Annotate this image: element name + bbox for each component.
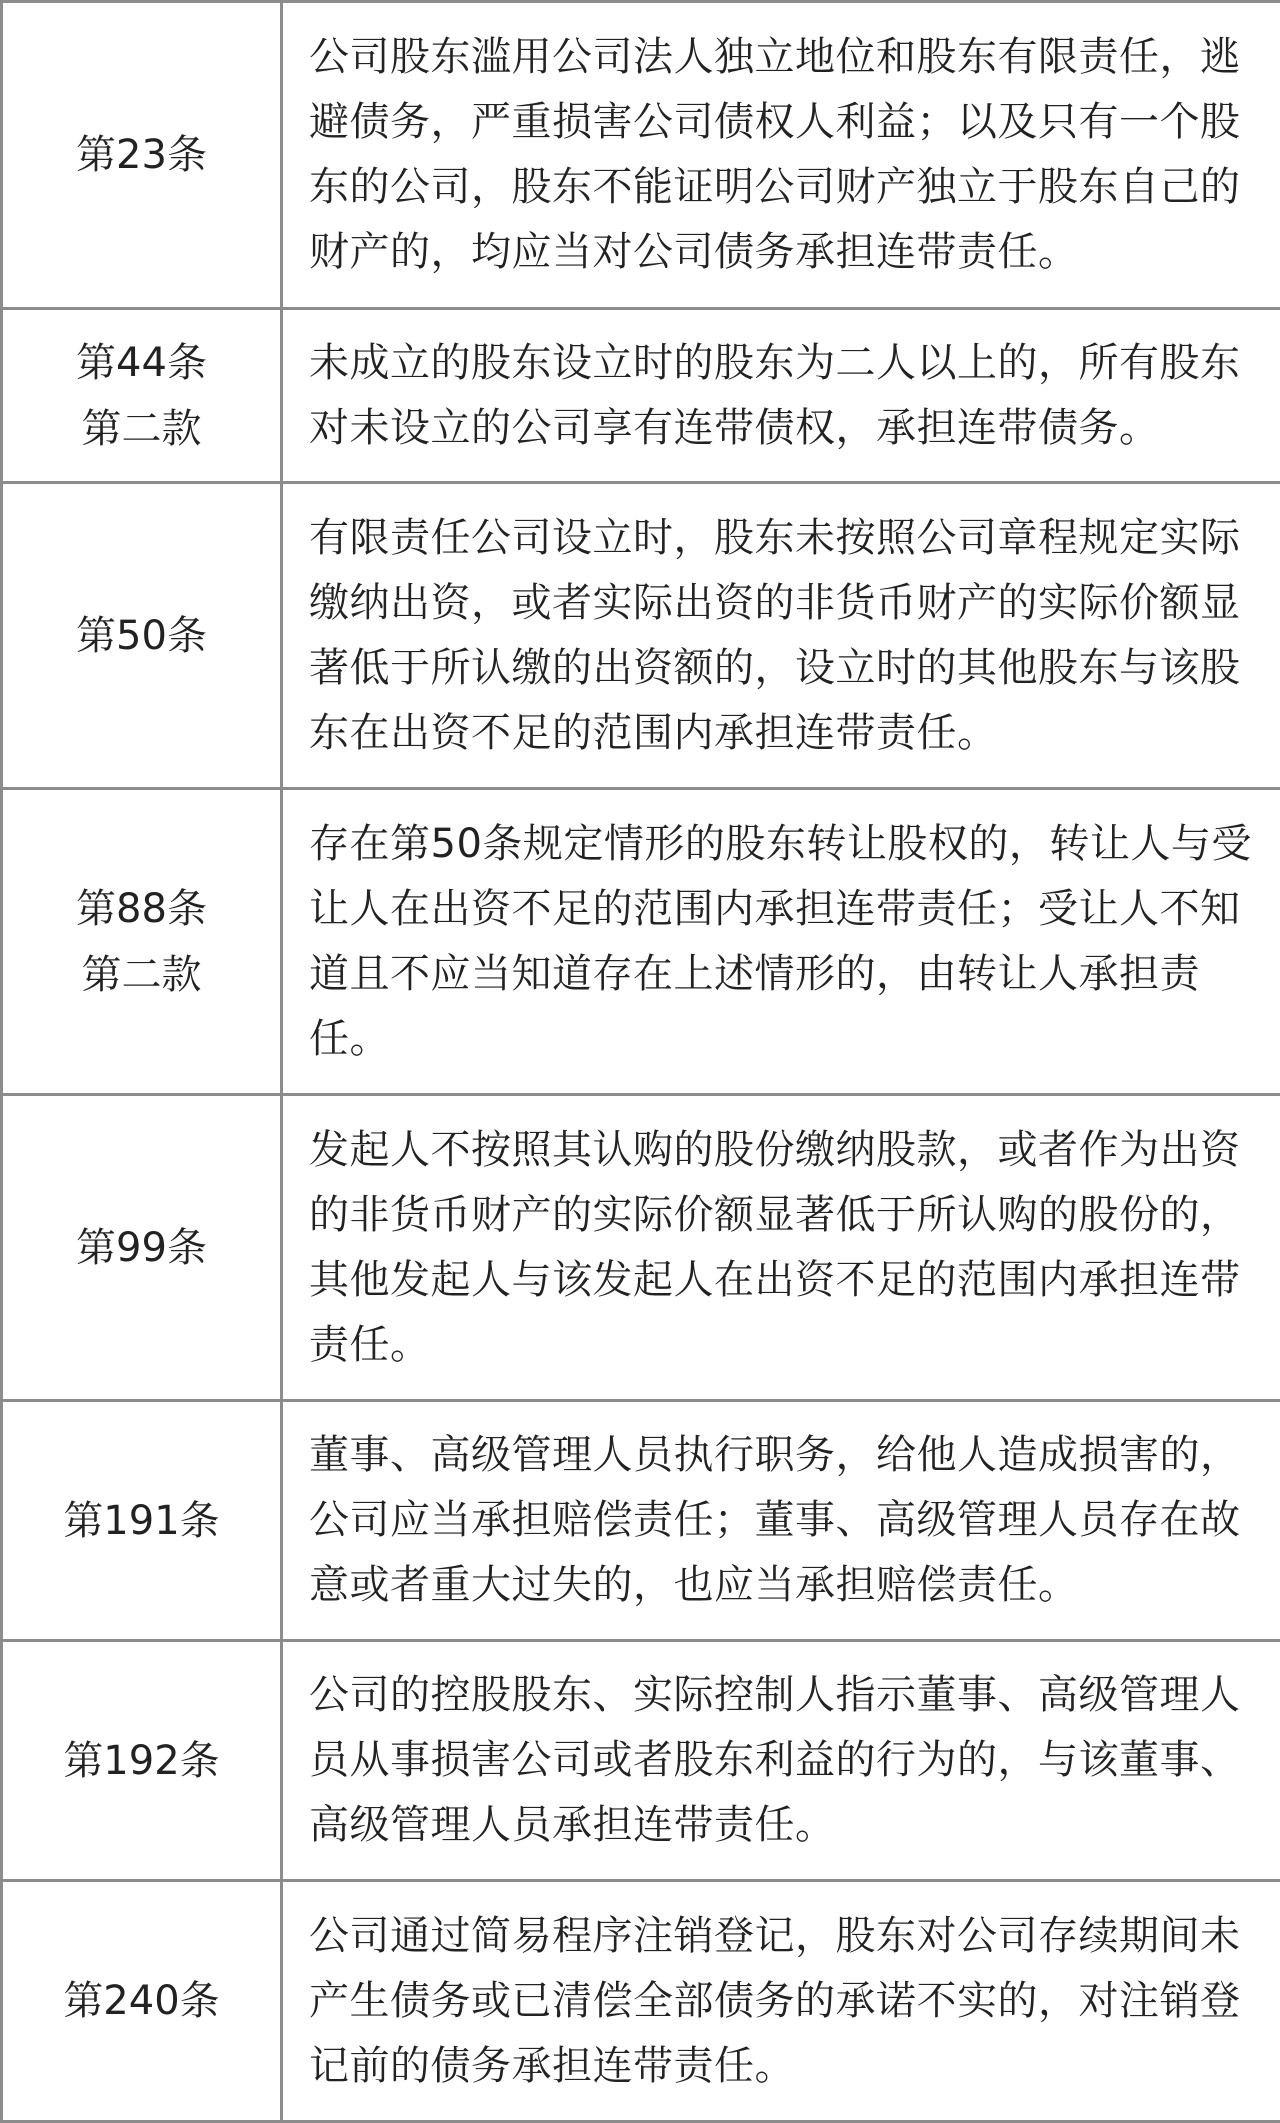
article-number-cell — [2, 1881, 282, 2122]
article-paragraph: 第二款 — [3, 942, 280, 1008]
article-number: 第50条 — [3, 603, 280, 669]
article-number-cell — [2, 483, 282, 789]
table-row — [2, 789, 1280, 1095]
article-number: 第23条 — [3, 122, 280, 188]
article-text: 公司股东滥用公司法人独立地位和股东有限责任，逃避债务，严重损害公司债权人利益；以及只有一个股东的公司，股东不能证明公司财产独立于股东自己的财产的，均应当对公司债务承担连带责任。 — [282, 2, 1280, 309]
table-row — [2, 309, 1280, 483]
article-number: 第99条 — [3, 1215, 280, 1281]
article-paragraph: 第二款 — [3, 396, 280, 462]
article-text: 公司的控股股东、实际控制人指示董事、高级管理人员从事损害公司或者股东利益的行为的，与该董事、高级管理人员承担连带责任。 — [282, 1641, 1280, 1881]
article-number: 第192条 — [3, 1728, 280, 1794]
table-row — [2, 1095, 1280, 1401]
article-number-cell — [2, 1641, 282, 1881]
table-row — [2, 1881, 1280, 2122]
table-row — [2, 2, 1280, 309]
article-number-cell — [2, 1095, 282, 1401]
article-number: 第240条 — [3, 1968, 280, 2034]
article-text: 未成立的股东设立时的股东为二人以上的，所有股东对未设立的公司享有连带债权，承担连带债务。 — [282, 309, 1280, 483]
article-number: 第88条 — [3, 876, 280, 942]
article-number-cell — [2, 309, 282, 483]
article-number-cell — [2, 789, 282, 1095]
table-row — [2, 483, 1280, 789]
article-text: 存在第50条规定情形的股东转让股权的，转让人与受让人在出资不足的范围内承担连带责任；受让人不知道且不应当知道存在上述情形的，由转让人承担责任。 — [282, 789, 1280, 1095]
article-number: 第191条 — [3, 1488, 280, 1554]
article-number-cell — [2, 2, 282, 309]
table-row — [2, 1641, 1280, 1881]
article-number: 第44条 — [3, 330, 280, 396]
article-text: 公司通过简易程序注销登记，股东对公司存续期间未产生债务或已清偿全部债务的承诺不实的，对注销登记前的债务承担连带责任。 — [282, 1881, 1280, 2122]
article-text: 有限责任公司设立时，股东未按照公司章程规定实际缴纳出资，或者实际出资的非货币财产的实际价额显著低于所认缴的出资额的，设立时的其他股东与该股东在出资不足的范围内承担连带责任。 — [282, 483, 1280, 789]
article-number-cell — [2, 1401, 282, 1641]
table-row — [2, 1401, 1280, 1641]
article-text: 发起人不按照其认购的股份缴纳股款，或者作为出资的非货币财产的实际价额显著低于所认购的股份的，其他发起人与该发起人在出资不足的范围内承担连带责任。 — [282, 1095, 1280, 1401]
article-text: 董事、高级管理人员执行职务，给他人造成损害的，公司应当承担赔偿责任；董事、高级管理人员存在故意或者重大过失的，也应当承担赔偿责任。 — [282, 1401, 1280, 1641]
